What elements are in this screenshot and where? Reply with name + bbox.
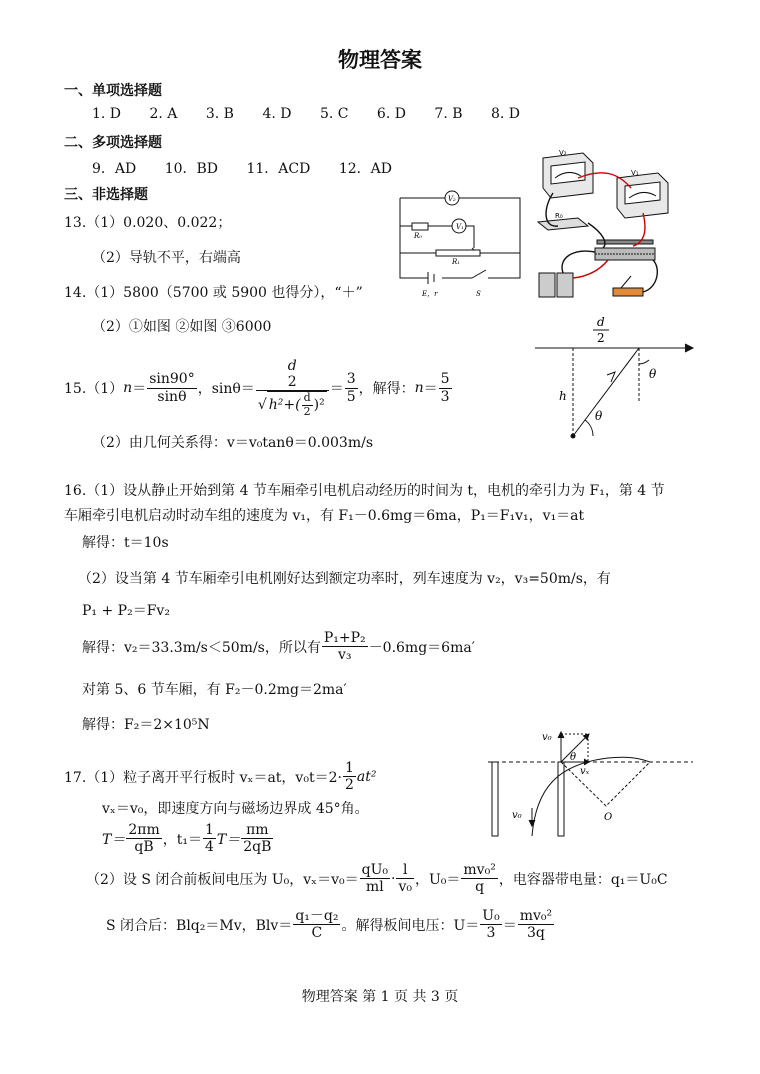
q17-line3: T＝ $\frac{2\pi m}{qB}$ ，t₁＝ $\frac{1}{4}$ T＝ $\frac{\pi m}{2qB}$ [102,822,272,856]
fraction: $\frac{1}{4}$ [204,822,214,856]
answer-item: 4. D [262,106,292,122]
label-two: 2 [597,331,605,345]
answer-item: 7. B [434,106,463,122]
q16-line8: 解得：F₂＝2×10⁵N [82,717,210,733]
multi-answer-row [92,158,416,178]
answer-item: 11．ACD [246,161,311,177]
label-v2-picture: V₂ [559,149,567,157]
single-answer-row [92,106,544,122]
fraction: $\frac{5}{3}$ [440,371,450,405]
label-theta-top: θ [649,367,657,381]
q17-line1: 17.（1）粒子离开平行板时 vₓ＝at，v₀t＝2· $\frac{1}{2}$ at² [64,760,377,794]
q17-line4: （2）设 S 闭合前板间电压为 U₀，vₓ＝v₀＝ $\frac{\text{qU₀}}{ml}$ · $\frac{l}{\text{v₀}}$ ，U₀＝ $\frac{\text{mv₀²}}{q}$ ，电容器带电量：q₁＝U₀C [86,862,668,896]
q14-part1: 14.（1）5800（5700 或 5900 也得分），“＋” [64,285,363,301]
answer-item: 3. B [205,106,234,122]
label-vx: vₓ [580,766,590,777]
label-v0-top: v₀ [542,732,552,743]
fraction: $\frac{\text{mv₀²}}{q}$ [463,862,496,896]
fraction: $\frac{\pi m}{2qB}$ [243,822,272,856]
q15-lead: 15.（1） [64,381,124,397]
answer-item: 2. A [149,106,178,122]
label-theta-bottom: θ [595,409,603,423]
answer-item: 9．AD [92,161,137,177]
circuit-physical-picture [533,148,678,308]
q16-line2: 车厢牵引电机启动时动车组的速度为 v₁，有 F₁－0.6mg＝6ma，P₁＝F₁v₁，v₁＝at [64,508,585,524]
q15-part1: 15.（1） n ＝ $\frac{\sin 90^\circ}{\sin\theta}$ ，sinθ＝ d 2 √ h²+( $\frac{d}{2}$ )² ＝ $\frac{3}{5}$ ，解得： n ＝ $\frac{5}{3}$ [64,357,450,418]
fraction: $\frac{\text{U₀}}{3}$ [482,908,500,942]
answer-item: 6. D [376,106,406,122]
fraction-sin-theta: d 2 √ h²+( $\frac{d}{2}$ )² [256,358,329,418]
q17-line5: S 闭合后：Blq₂＝Mv，Blv＝ $\frac{\text{q₁－q₂}}{C}$ 。解得板间电压：U＝ $\frac{\text{U₀}}{3}$ ＝ $\frac{\text{mv₀²}}{3q}$ [106,908,553,942]
q13-part1: 13.（1）0.020、0.022； [64,215,232,231]
q15-sintheta-label: ，sinθ＝ [197,381,255,397]
fraction: $\frac{\text{qU₀}}{ml}$ [361,862,388,896]
answer-item: 1. D [92,106,122,122]
q16-line7: 对第 5、6 节车厢，有 F₂－0.2mg＝2ma′ [82,682,347,698]
label-e: E，r [422,290,438,298]
q16-line4: （2）设当第 4 节车厢牵引电机刚好达到额定功率时，列车速度为 v₂，v₃=50m/s，有 [78,571,611,587]
page-footer: 物理答案 第 1 页 共 3 页 [301,989,459,1005]
fraction: $\frac{l}{\text{v₀}}$ [398,862,412,896]
q15-solve-label: ，解得： [358,381,415,397]
answer-item: 12．AD [338,161,392,177]
q15-part2: （2）由几何关系得：v＝v₀tanθ＝0.003m/s [92,435,374,451]
answer-item: 8. D [490,106,521,122]
fraction: $\frac{\text{q₁－q₂}}{C}$ [295,908,339,942]
section-multi-choice: 二、多项选择题 [64,135,162,151]
label-o: O [604,812,613,823]
q14-part2: （2）①如图 ②如图 ③6000 [92,319,272,335]
label-s: S [476,290,481,298]
fraction: $\frac{\text{mv₀²}}{3q}$ [519,908,553,942]
answer-item: 10．BD [164,161,219,177]
answer-item: 5. C [319,106,349,122]
q17-line2: vₓ＝v₀，即速度方向与磁场边界成 45°角。 [102,801,369,817]
label-v1: V₁ [456,223,464,231]
section-single-choice: 一、单项选择题 [64,83,162,99]
label-r1: R₁ [452,258,461,266]
label-v2: V₂ [448,195,456,203]
q16-line5: P₁ + P₂＝Fv₂ [82,603,170,619]
label-r0-picture: R₀ [555,212,563,220]
magnetic-field-figure [488,728,698,838]
section-non-choice: 三、非选择题 [64,187,148,203]
label-h: h [559,389,567,403]
fraction: $\frac{3}{5}$ [346,371,356,405]
q16-line3: 解得：t＝10s [82,535,169,551]
fraction: $\frac{\text{P₁+P₂}}{\text{v₃}}$ [323,630,366,664]
page-title: 物理答案 [338,47,422,72]
circuit-schematic [392,188,532,303]
label-r0: R₀ [414,232,423,240]
label-d: d [597,315,605,329]
fraction: $\frac{1}{2}$ [344,760,354,794]
q16-line6: 解得：v₂＝33.3m/s＜50m/s，所以有 $\frac{\text{P₁+P₂}}{\text{v₃}}$ －0.6mg＝6ma′ [82,630,475,664]
label-v0-bottom: v₀ [512,810,522,821]
label-theta: θ [570,752,577,763]
q16-line1: 16.（1）设从静止开始到第 4 节车厢牵引电机启动经历的时间为 t，电机的牵引力为 F₁，第 4 节 [64,483,665,499]
label-v1-picture: V₁ [631,169,639,177]
fraction: $\frac{\sin 90^\circ}{\sin\theta}$ [149,371,195,405]
fraction: $\frac{2\pi m}{qB}$ [128,822,160,856]
q13-part2: （2）导轨不平，右端高 [92,250,241,266]
refraction-figure [535,312,700,447]
